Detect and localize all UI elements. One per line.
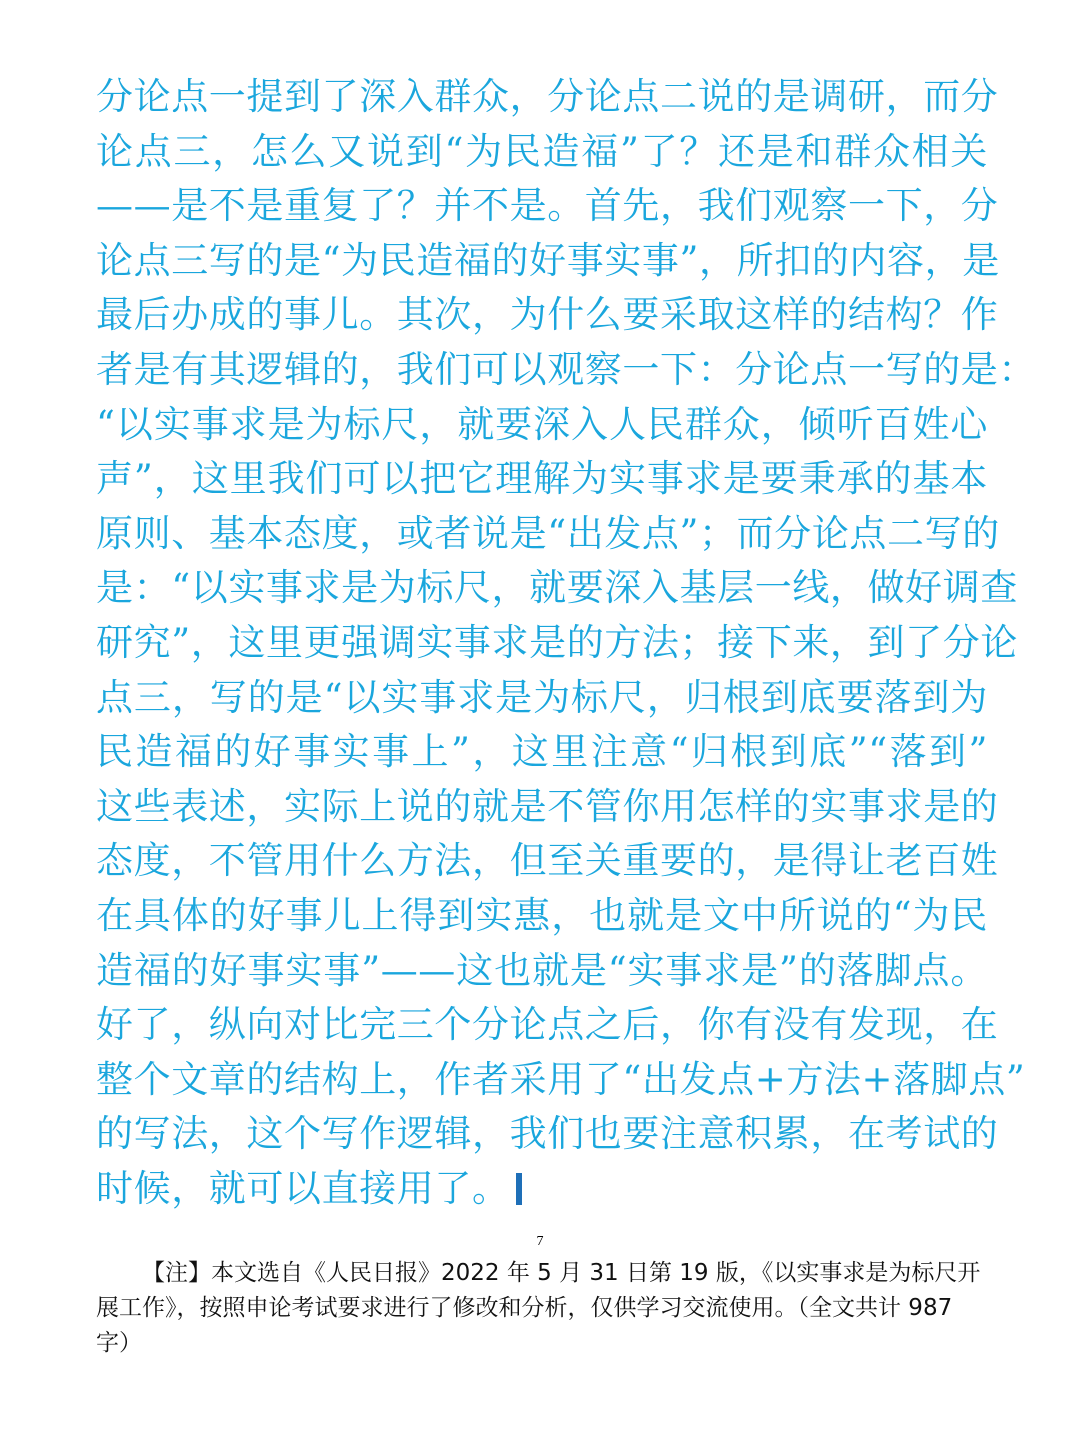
paragraph-line: 点三，写的是“以实事求是为标尺，归根到底要落到为 [96,675,988,719]
source-note [96,1256,992,1361]
paragraph-line: 分论点一提到了深入群众，分论点二说的是调研，而分 [96,75,999,118]
paragraph-line: 整个文章的结构上，作者采用了“出发点+方法+落脚点” [96,1057,1026,1101]
note-line: 展工作》，按照申论考试要求进行了修改和分析，仅供学习交流使用。（全文共计 987 [96,1295,953,1321]
paragraph-line: 研究”，这里更强调实事求是的方法；接下来，到了分论 [96,620,1018,664]
paragraph-line: 是：“以实事求是为标尺，就要深入基层一线，做好调查 [96,566,1018,610]
analysis-paragraph [96,70,1036,1216]
paragraph-line: 论点三写的是“为民造福的好事实事”，所扣的内容，是 [96,238,1000,282]
page-number: 7 [536,1234,544,1249]
paragraph-line: 在具体的好事儿上得到实惠，也就是文中所说的“为民 [96,893,988,937]
paragraph-line: 态度，不管用什么方法，但至关重要的，是得让老百姓 [96,839,999,883]
paragraph-last-line [96,1162,988,1217]
paragraph-line: 论点三，怎么又说到“为民造福”了？还是和群众相关 [96,129,988,173]
paragraph-line: 声”，这里我们可以把它理解为实事求是要秉承的基本 [96,457,988,501]
paragraph-line: 好了，纵向对比完三个分论点之后，你有没有发现，在 [96,1003,999,1047]
paragraph-line: 造福的好事实事”——这也就是“实事求是”的落脚点。 [96,948,988,992]
closing-bracket-mark [516,1173,522,1205]
paragraph-last-line-text: 时候，就可以直接用了。 [96,1166,510,1210]
paragraph-line: “以实事求是为标尺，就要深入人民群众，倾听百姓心 [96,402,988,446]
paragraph-line: 最后办成的事儿。其次，为什么要采取这样的结构？作 [96,293,999,337]
note-line: 字） [96,1330,142,1356]
note-line: 【注】本文选自《人民日报》2022 年 5 月 31 日第 19 版，《以实事求是为标尺开 [142,1260,981,1286]
paragraph-line: 原则、基本态度，或者说是“出发点”；而分论点二写的 [96,511,1000,555]
paragraph-line: ——是不是重复了？并不是。首先，我们观察一下，分 [96,184,999,228]
paragraph-line: 民造福的好事实事上”，这里注意“归根到底”“落到” [96,730,988,774]
paragraph-line: 的写法，这个写作逻辑，我们也要注意积累，在考试的 [96,1112,999,1156]
paragraph-line: 者是有其逻辑的，我们可以观察一下：分论点一写的是： [96,347,1036,391]
paragraph-line: 这些表述，实际上说的就是不管你用怎样的实事求是的 [96,784,999,828]
